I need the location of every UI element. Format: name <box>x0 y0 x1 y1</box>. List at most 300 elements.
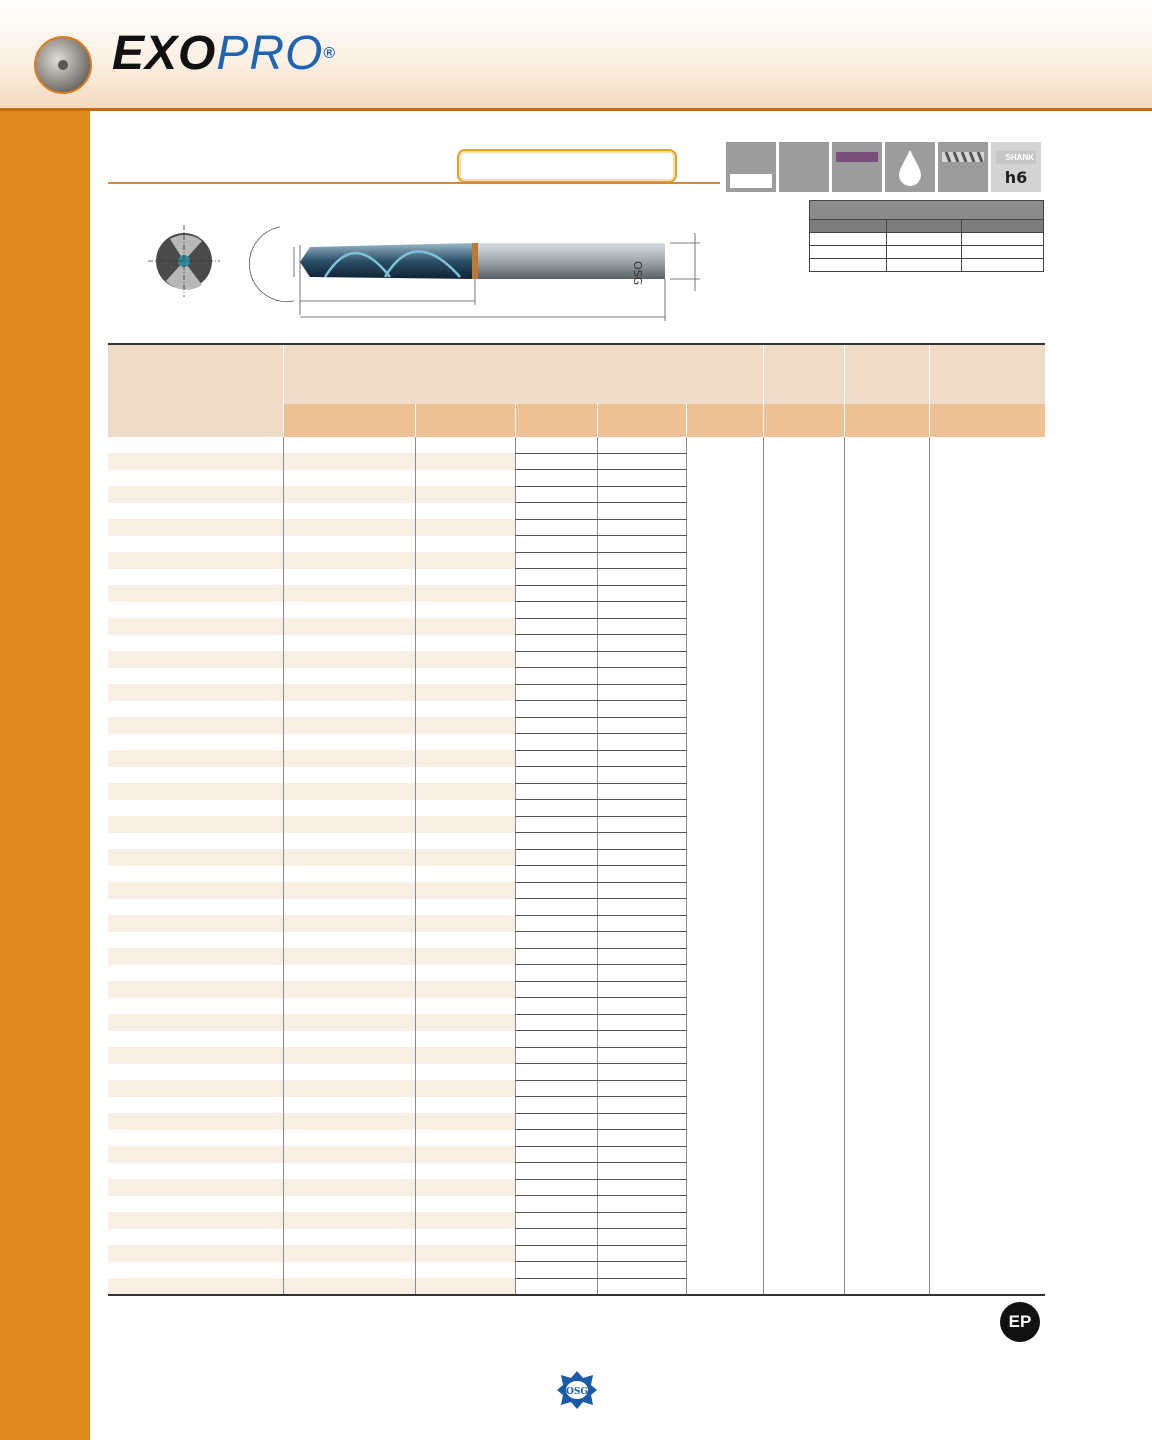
table-cell <box>283 965 415 982</box>
table-cell <box>415 717 515 734</box>
table-cell <box>415 1047 515 1064</box>
table-cell <box>415 1229 515 1246</box>
table-row <box>108 948 1045 965</box>
table-cell <box>515 1179 597 1196</box>
table-cell <box>108 536 283 553</box>
subheader-6 <box>763 404 844 437</box>
table-cell <box>415 1179 515 1196</box>
table-cell <box>844 998 929 1015</box>
shank-marking: OSG <box>631 261 644 286</box>
table-cell <box>844 833 929 850</box>
tolerance-table <box>809 200 1044 272</box>
subheader-7 <box>844 404 929 437</box>
table-cell <box>108 998 283 1015</box>
table-cell <box>415 800 515 817</box>
table-cell <box>844 717 929 734</box>
table-cell <box>283 503 415 520</box>
table-cell <box>597 750 686 767</box>
table-cell <box>283 981 415 998</box>
table-cell <box>844 651 929 668</box>
table-cell <box>686 1212 763 1229</box>
material-icon <box>726 142 776 192</box>
table-row <box>108 882 1045 899</box>
table-cell <box>929 1146 1045 1163</box>
table-cell <box>283 651 415 668</box>
table-cell <box>283 552 415 569</box>
table-cell <box>929 1113 1045 1130</box>
table-cell <box>108 1163 283 1180</box>
table-cell <box>844 866 929 883</box>
table-cell <box>515 767 597 784</box>
table-row <box>108 1245 1045 1262</box>
table-cell <box>108 849 283 866</box>
table-cell <box>763 800 844 817</box>
table-row <box>108 1047 1045 1064</box>
table-cell <box>929 1014 1045 1031</box>
table-cell <box>929 734 1045 751</box>
table-cell <box>415 1130 515 1147</box>
table-cell <box>415 602 515 619</box>
table-cell <box>283 470 415 487</box>
table-cell <box>415 569 515 586</box>
table-cell <box>844 486 929 503</box>
table-cell <box>844 602 929 619</box>
table-cell <box>515 1047 597 1064</box>
table-cell <box>283 585 415 602</box>
table-cell <box>415 965 515 982</box>
table-cell <box>763 833 844 850</box>
table-cell <box>283 915 415 932</box>
table-cell <box>283 1163 415 1180</box>
table-cell <box>597 437 686 453</box>
flute-color-icon <box>832 142 882 192</box>
table-cell <box>763 1014 844 1031</box>
table-cell <box>763 684 844 701</box>
table-cell <box>597 503 686 520</box>
table-cell <box>763 882 844 899</box>
table-cell <box>108 519 283 536</box>
table-cell <box>515 701 597 718</box>
table-cell <box>763 750 844 767</box>
table-cell <box>929 1097 1045 1114</box>
table-cell <box>763 1245 844 1262</box>
table-cell <box>415 816 515 833</box>
table-cell <box>929 1064 1045 1081</box>
table-row <box>108 767 1045 784</box>
table-cell <box>515 1113 597 1130</box>
shank-label: SHANK <box>996 151 1036 164</box>
table-cell <box>283 569 415 586</box>
table-cell <box>763 1097 844 1114</box>
table-cell <box>415 1262 515 1279</box>
table-cell <box>597 1163 686 1180</box>
table-row <box>108 437 1045 453</box>
table-cell <box>763 552 844 569</box>
table-cell <box>597 1146 686 1163</box>
table-row <box>108 486 1045 503</box>
table-cell <box>763 602 844 619</box>
table-cell <box>597 816 686 833</box>
table-cell <box>686 932 763 949</box>
table-cell <box>415 734 515 751</box>
shank-icon <box>991 142 1041 192</box>
table-row <box>108 899 1045 916</box>
table-cell <box>597 833 686 850</box>
table-cell <box>686 453 763 470</box>
table-cell <box>283 701 415 718</box>
table-cell <box>283 1031 415 1048</box>
table-cell <box>515 981 597 998</box>
table-cell <box>763 503 844 520</box>
table-cell <box>283 635 415 652</box>
table-cell <box>763 1146 844 1163</box>
table-cell <box>415 437 515 453</box>
table-cell <box>108 866 283 883</box>
table-cell <box>763 998 844 1015</box>
table-cell <box>108 684 283 701</box>
table-cell <box>108 1080 283 1097</box>
table-cell <box>686 783 763 800</box>
table-row <box>108 783 1045 800</box>
table-row <box>108 1229 1045 1246</box>
page-header <box>0 0 1152 111</box>
table-cell <box>844 1014 929 1031</box>
table-cell <box>108 948 283 965</box>
table-cell <box>844 783 929 800</box>
table-row <box>108 1163 1045 1180</box>
table-cell <box>597 866 686 883</box>
table-cell <box>686 668 763 685</box>
table-cell <box>844 618 929 635</box>
table-cell <box>844 1278 929 1295</box>
table-cell <box>597 899 686 916</box>
table-cell <box>844 701 929 718</box>
table-cell <box>763 1278 844 1295</box>
table-cell <box>597 882 686 899</box>
table-row <box>108 800 1045 817</box>
table-cell <box>763 1031 844 1048</box>
table-cell <box>108 1064 283 1081</box>
table-cell <box>108 783 283 800</box>
table-cell <box>415 998 515 1015</box>
table-cell <box>283 816 415 833</box>
table-cell <box>763 536 844 553</box>
table-cell <box>929 552 1045 569</box>
table-cell <box>415 866 515 883</box>
table-row <box>108 1278 1045 1295</box>
table-cell <box>597 1179 686 1196</box>
table-cell <box>929 602 1045 619</box>
table-cell <box>844 585 929 602</box>
table-cell <box>283 486 415 503</box>
table-cell <box>515 635 597 652</box>
table-row <box>108 1080 1045 1097</box>
table-row <box>108 701 1045 718</box>
table-cell <box>929 651 1045 668</box>
table-cell <box>283 437 415 453</box>
table-cell <box>686 816 763 833</box>
table-cell <box>763 866 844 883</box>
table-cell <box>929 519 1045 536</box>
subheader-3 <box>515 404 597 437</box>
table-cell <box>283 1146 415 1163</box>
table-cell <box>283 948 415 965</box>
table-cell <box>108 470 283 487</box>
table-cell <box>283 833 415 850</box>
table-row <box>108 866 1045 883</box>
table-cell <box>844 767 929 784</box>
table-cell <box>844 849 929 866</box>
product-table <box>108 343 1045 1296</box>
table-cell <box>844 981 929 998</box>
table-cell <box>597 701 686 718</box>
table-cell <box>686 717 763 734</box>
table-cell <box>686 1179 763 1196</box>
table-cell <box>929 915 1045 932</box>
table-row <box>108 453 1045 470</box>
table-cell <box>686 998 763 1015</box>
table-cell <box>415 1097 515 1114</box>
table-cell <box>415 1278 515 1295</box>
table-cell <box>283 767 415 784</box>
table-cell <box>763 437 844 453</box>
table-cell <box>686 569 763 586</box>
table-cell <box>763 1229 844 1246</box>
table-cell <box>929 1163 1045 1180</box>
table-cell <box>686 519 763 536</box>
table-cell <box>929 965 1045 982</box>
table-cell <box>844 948 929 965</box>
table-cell <box>686 552 763 569</box>
table-cell <box>283 1229 415 1246</box>
table-cell <box>515 569 597 586</box>
table-cell <box>597 1014 686 1031</box>
table-cell <box>929 882 1045 899</box>
table-row <box>108 849 1045 866</box>
table-cell <box>686 1196 763 1213</box>
side-band <box>0 111 90 1440</box>
table-cell <box>515 585 597 602</box>
table-cell <box>597 684 686 701</box>
table-cell <box>763 1212 844 1229</box>
table-cell <box>844 552 929 569</box>
table-cell <box>515 965 597 982</box>
table-cell <box>515 453 597 470</box>
table-cell <box>929 1245 1045 1262</box>
table-row <box>108 618 1045 635</box>
table-cell <box>929 750 1045 767</box>
table-cell <box>763 651 844 668</box>
col-header-8 <box>929 344 1045 404</box>
table-cell <box>597 651 686 668</box>
table-cell <box>515 882 597 899</box>
table-cell <box>283 899 415 916</box>
table-cell <box>763 849 844 866</box>
table-cell <box>415 750 515 767</box>
table-cell <box>844 1047 929 1064</box>
table-row <box>108 833 1045 850</box>
table-cell <box>763 717 844 734</box>
osg-footer-logo <box>556 1370 598 1410</box>
table-cell <box>929 998 1045 1015</box>
table-cell <box>415 1113 515 1130</box>
table-cell <box>929 1262 1045 1279</box>
table-cell <box>415 899 515 916</box>
table-row <box>108 1196 1045 1213</box>
table-row <box>108 734 1045 751</box>
table-cell <box>597 1080 686 1097</box>
table-cell <box>108 767 283 784</box>
table-cell <box>108 1146 283 1163</box>
table-cell <box>686 1130 763 1147</box>
table-cell <box>597 915 686 932</box>
table-cell <box>515 948 597 965</box>
table-cell <box>844 750 929 767</box>
table-row <box>108 668 1045 685</box>
table-cell <box>515 1212 597 1229</box>
table-cell <box>515 998 597 1015</box>
table-row <box>108 1064 1045 1081</box>
table-cell <box>283 668 415 685</box>
table-cell <box>844 1130 929 1147</box>
table-cell <box>108 981 283 998</box>
table-cell <box>515 816 597 833</box>
table-cell <box>108 1196 283 1213</box>
table-cell <box>597 519 686 536</box>
table-cell <box>515 1097 597 1114</box>
table-cell <box>929 800 1045 817</box>
table-row <box>108 965 1045 982</box>
table-cell <box>415 618 515 635</box>
table-cell <box>283 1130 415 1147</box>
table-cell <box>763 1179 844 1196</box>
table-cell <box>415 783 515 800</box>
table-cell <box>515 1064 597 1081</box>
table-row <box>108 816 1045 833</box>
table-cell <box>686 536 763 553</box>
table-row <box>108 651 1045 668</box>
table-row <box>108 1113 1045 1130</box>
table-cell <box>415 1064 515 1081</box>
table-cell <box>415 470 515 487</box>
table-cell <box>844 1245 929 1262</box>
table-cell <box>844 1163 929 1180</box>
table-cell <box>515 536 597 553</box>
table-cell <box>415 668 515 685</box>
table-cell <box>929 1080 1045 1097</box>
table-cell <box>108 1047 283 1064</box>
table-cell <box>415 552 515 569</box>
table-cell <box>108 437 283 453</box>
table-cell <box>763 981 844 998</box>
table-cell <box>108 882 283 899</box>
table-cell <box>597 1212 686 1229</box>
table-cell <box>929 948 1045 965</box>
table-cell <box>283 519 415 536</box>
table-cell <box>515 866 597 883</box>
table-cell <box>283 800 415 817</box>
table-cell <box>108 1212 283 1229</box>
table-cell <box>283 1047 415 1064</box>
table-cell <box>108 1097 283 1114</box>
table-cell <box>597 470 686 487</box>
table-row <box>108 981 1045 998</box>
table-cell <box>844 816 929 833</box>
table-row <box>108 569 1045 586</box>
table-cell <box>844 734 929 751</box>
table-cell <box>597 1229 686 1246</box>
table-cell <box>763 569 844 586</box>
table-cell <box>283 882 415 899</box>
table-cell <box>597 569 686 586</box>
table-cell <box>686 750 763 767</box>
table-cell <box>415 1031 515 1048</box>
table-cell <box>108 668 283 685</box>
table-cell <box>686 1113 763 1130</box>
product-title-box <box>457 149 677 183</box>
helix-icon <box>938 142 988 192</box>
table-cell <box>415 635 515 652</box>
table-cell <box>597 849 686 866</box>
table-cell <box>283 849 415 866</box>
table-cell <box>686 1245 763 1262</box>
table-cell <box>686 1064 763 1081</box>
table-cell <box>515 470 597 487</box>
table-cell <box>929 536 1045 553</box>
table-row <box>108 684 1045 701</box>
table-cell <box>283 618 415 635</box>
table-cell <box>415 536 515 553</box>
table-cell <box>686 899 763 916</box>
table-cell <box>108 1278 283 1295</box>
table-cell <box>763 965 844 982</box>
table-cell <box>686 1278 763 1295</box>
table-cell <box>283 684 415 701</box>
table-cell <box>597 668 686 685</box>
table-cell <box>283 1113 415 1130</box>
table-cell <box>844 470 929 487</box>
table-row <box>108 1212 1045 1229</box>
table-cell <box>415 486 515 503</box>
table-row <box>108 470 1045 487</box>
table-row <box>108 585 1045 602</box>
table-cell <box>763 701 844 718</box>
table-cell <box>415 1146 515 1163</box>
table-cell <box>844 965 929 982</box>
table-cell <box>686 800 763 817</box>
table-cell <box>515 1229 597 1246</box>
subheader-8 <box>929 404 1045 437</box>
table-cell <box>844 1262 929 1279</box>
table-cell <box>763 1113 844 1130</box>
table-cell <box>929 1047 1045 1064</box>
table-cell <box>415 1014 515 1031</box>
table-cell <box>929 1031 1045 1048</box>
table-cell <box>763 1196 844 1213</box>
table-row <box>108 1097 1045 1114</box>
table-cell <box>929 932 1045 949</box>
table-cell <box>415 948 515 965</box>
table-cell <box>763 1080 844 1097</box>
table-cell <box>686 948 763 965</box>
table-row <box>108 602 1045 619</box>
table-cell <box>929 569 1045 586</box>
table-cell <box>844 503 929 520</box>
table-cell <box>929 1196 1045 1213</box>
table-row <box>108 1262 1045 1279</box>
table-cell <box>108 1179 283 1196</box>
table-row <box>108 1130 1045 1147</box>
